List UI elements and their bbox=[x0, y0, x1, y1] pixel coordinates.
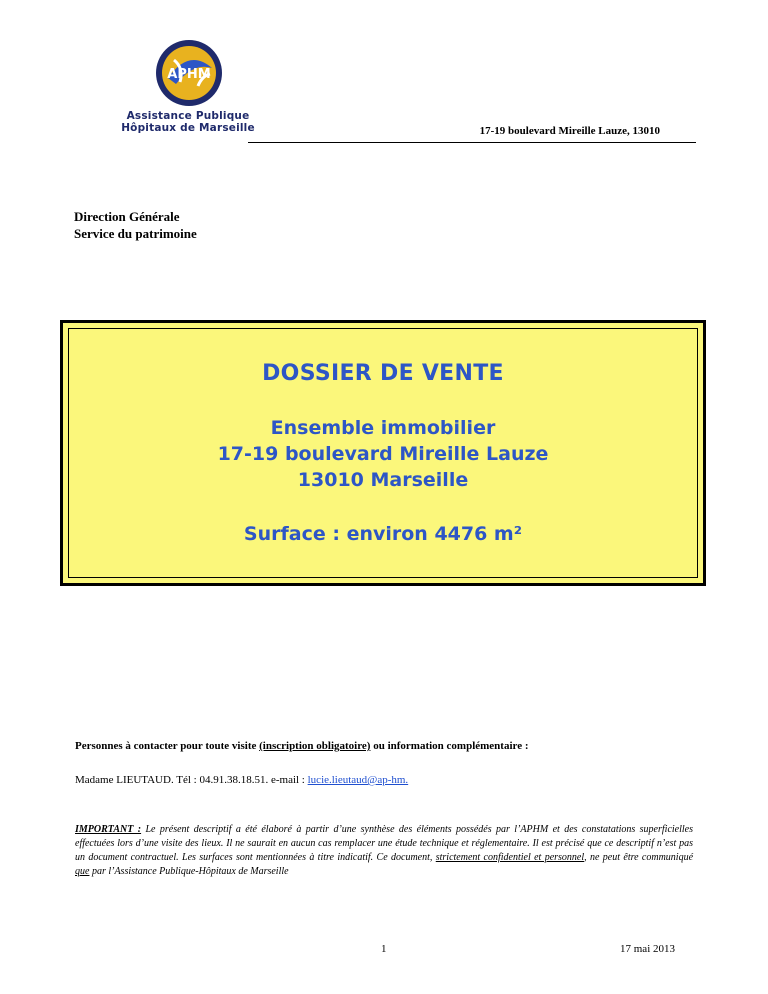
property-surface: Surface : environ 4476 m² bbox=[243, 523, 523, 545]
important-notice bbox=[75, 823, 693, 879]
page-date: 17 mai 2013 bbox=[620, 943, 675, 955]
important-underlined-2: que bbox=[75, 866, 90, 877]
logo-line-2: Hôpitaux de Marseille bbox=[121, 122, 255, 134]
important-text-3: par l’Assistance Publique-Hôpitaux de Marseille bbox=[89, 866, 289, 877]
property-description bbox=[63, 415, 703, 493]
contact-email-link[interactable]: lucie.lieutaud@ap-hm. bbox=[307, 774, 409, 786]
important-underlined-1: strictement confidentiel et personnel bbox=[435, 852, 585, 863]
contact-heading-underlined: (inscription obligatoire) bbox=[259, 740, 371, 752]
property-street: 17-19 boulevard Mireille Lauze bbox=[217, 443, 549, 465]
header-rule bbox=[248, 142, 696, 143]
contact-name-phone: Madame LIEUTAUD. Tél : 04.91.38.18.51. e-mail : bbox=[75, 774, 308, 786]
contact-heading bbox=[75, 740, 529, 752]
direction-line-2: Service du patrimoine bbox=[74, 226, 197, 241]
logo-mark: APHM bbox=[167, 67, 211, 82]
aphm-logo bbox=[118, 38, 258, 138]
property-city: 13010 Marseille bbox=[297, 469, 469, 491]
title-box bbox=[60, 320, 706, 586]
direction-line-1: Direction Générale bbox=[74, 209, 180, 224]
property-type: Ensemble immobilier bbox=[270, 417, 496, 439]
header-address: 17-19 boulevard Mireille Lauze, 13010 bbox=[479, 125, 660, 137]
page-number: 1 bbox=[381, 943, 387, 955]
important-label: IMPORTANT : bbox=[75, 824, 142, 835]
aphm-emblem-icon bbox=[154, 38, 224, 108]
contact-heading-pre: Personnes à contacter pour toute visite bbox=[75, 740, 260, 752]
contact-line bbox=[75, 774, 408, 786]
important-text-2: , ne peut être communiqué bbox=[584, 852, 694, 863]
document-title: DOSSIER DE VENTE bbox=[262, 361, 504, 386]
logo-line-1: Assistance Publique bbox=[126, 110, 250, 122]
important-text-1: Le présent descriptif a été élaboré à partir d’une synthèse des éléments possédés par l’APHM et des constatations superficielles effectuées lors d’une visite des lieux. Il ne saurait en aucun cas remplacer une étude technique et réglementaire. Il est précisé que ce descriptif n’est pas un document contractuel. Les surfaces sont mentionnées à titre indicatif. Ce document, bbox=[75, 824, 693, 863]
contact-heading-post: ou information complémentaire : bbox=[370, 740, 529, 752]
direction-block bbox=[74, 208, 197, 242]
